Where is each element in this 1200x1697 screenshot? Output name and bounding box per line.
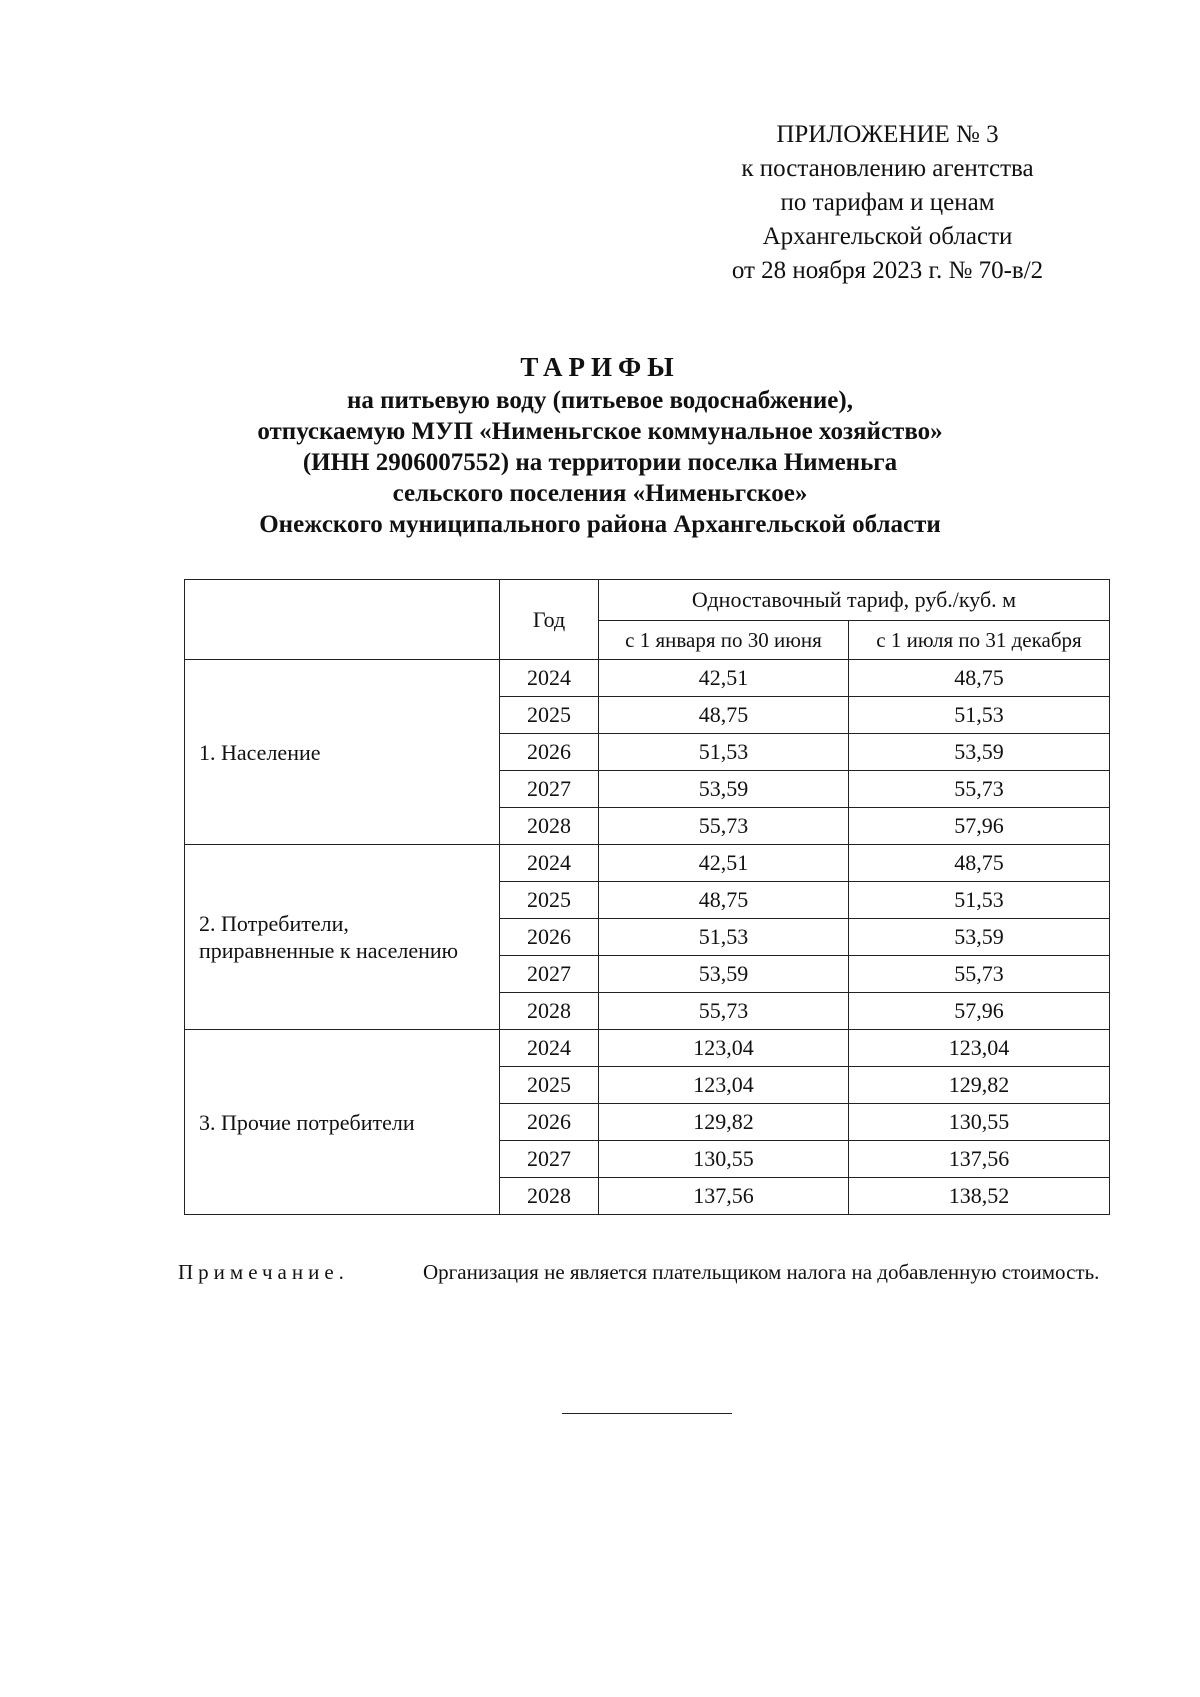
tariff-p2-cell: 130,55 <box>848 1104 1109 1141</box>
year-cell: 2025 <box>500 1067 599 1104</box>
appendix-date: от 28 ноября 2023 г. № 70-в/2 <box>731 257 1044 284</box>
category-cell: 1. Население <box>185 660 500 845</box>
tariff-p1-cell: 42,51 <box>599 845 849 882</box>
appendix-header <box>700 118 1075 288</box>
tariff-p1-cell: 129,82 <box>599 1104 849 1141</box>
title-line: отпускаемую МУП «Нименьгское коммунальное хозяйство» <box>257 418 943 445</box>
year-header: Год <box>500 580 599 660</box>
category-cell: 3. Прочие потребители <box>185 1030 500 1215</box>
tariff-p2-cell: 53,59 <box>848 919 1109 956</box>
tariff-p2-cell: 57,96 <box>848 808 1109 845</box>
note-text: Организация не является плательщиком налога на добавленную стоимость. <box>423 1260 1100 1284</box>
closing-line <box>562 1413 732 1414</box>
year-cell: 2028 <box>500 808 599 845</box>
tariff-p1-cell: 48,75 <box>599 882 849 919</box>
year-cell: 2027 <box>500 771 599 808</box>
tariff-p2-cell: 55,73 <box>848 956 1109 993</box>
year-cell: 2026 <box>500 734 599 771</box>
table-row <box>185 845 1110 882</box>
period2-header: с 1 июля по 31 декабря <box>848 621 1109 660</box>
tariff-p2-cell: 129,82 <box>848 1067 1109 1104</box>
category-header-cell <box>185 580 500 660</box>
year-cell: 2024 <box>500 1030 599 1067</box>
title-line: (ИНН 2906007552) на территории поселка Нименьга <box>302 449 898 476</box>
tariff-p2-cell: 138,52 <box>848 1178 1109 1215</box>
year-cell: 2028 <box>500 993 599 1030</box>
appendix-line: по тарифам и ценам <box>780 189 995 216</box>
tariff-p1-cell: 53,59 <box>599 771 849 808</box>
tariff-p2-cell: 137,56 <box>848 1141 1109 1178</box>
appendix-line: к постановлению агентства <box>741 155 1034 182</box>
tariff-p2-cell: 48,75 <box>848 845 1109 882</box>
year-cell: 2025 <box>500 882 599 919</box>
tariff-p2-cell: 55,73 <box>848 771 1109 808</box>
tariff-p1-cell: 48,75 <box>599 697 849 734</box>
tariff-p2-cell: 53,59 <box>848 734 1109 771</box>
table-row <box>185 1030 1110 1067</box>
title-heading: ТАРИФЫ <box>520 352 680 382</box>
document-title <box>150 352 1050 540</box>
tariff-p2-cell: 123,04 <box>848 1030 1109 1067</box>
category-cell <box>185 845 500 1030</box>
tariff-p1-cell: 130,55 <box>599 1141 849 1178</box>
title-line: Онежского муниципального района Архангельской области <box>259 511 941 538</box>
year-cell: 2027 <box>500 956 599 993</box>
tariff-p1-cell: 51,53 <box>599 919 849 956</box>
title-line: на питьевую воду (питьевое водоснабжение), <box>347 387 853 414</box>
tariff-p2-cell: 51,53 <box>848 882 1109 919</box>
tariff-p1-cell: 123,04 <box>599 1067 849 1104</box>
tariff-p1-cell: 53,59 <box>599 956 849 993</box>
table-row <box>185 660 1110 697</box>
appendix-number: ПРИЛОЖЕНИЕ № 3 <box>776 121 999 148</box>
year-cell: 2028 <box>500 1178 599 1215</box>
tariff-p2-cell: 57,96 <box>848 993 1109 1030</box>
tariff-table <box>184 579 1110 1215</box>
year-cell: 2026 <box>500 1104 599 1141</box>
category-line: приравненные к населению <box>199 938 459 963</box>
tariff-p1-cell: 137,56 <box>599 1178 849 1215</box>
tariff-header: Одноставочный тариф, руб./куб. м <box>599 580 1110 621</box>
appendix-line: Архангельской области <box>762 223 1013 250</box>
tariff-p1-cell: 55,73 <box>599 993 849 1030</box>
table-header-row <box>185 580 1110 621</box>
year-cell: 2025 <box>500 697 599 734</box>
tariff-p1-cell: 51,53 <box>599 734 849 771</box>
year-cell: 2024 <box>500 660 599 697</box>
year-cell: 2027 <box>500 1141 599 1178</box>
year-cell: 2024 <box>500 845 599 882</box>
note-label: Примечание. <box>178 1260 349 1284</box>
tariff-p2-cell: 48,75 <box>848 660 1109 697</box>
year-cell: 2026 <box>500 919 599 956</box>
category-line: 2. Потребители, <box>199 911 349 936</box>
tariff-p2-cell: 51,53 <box>848 697 1109 734</box>
title-line: сельского поселения «Нименьгское» <box>392 480 808 507</box>
tariff-p1-cell: 123,04 <box>599 1030 849 1067</box>
tariff-p1-cell: 42,51 <box>599 660 849 697</box>
tariff-p1-cell: 55,73 <box>599 808 849 845</box>
period1-header: с 1 января по 30 июня <box>599 621 849 660</box>
